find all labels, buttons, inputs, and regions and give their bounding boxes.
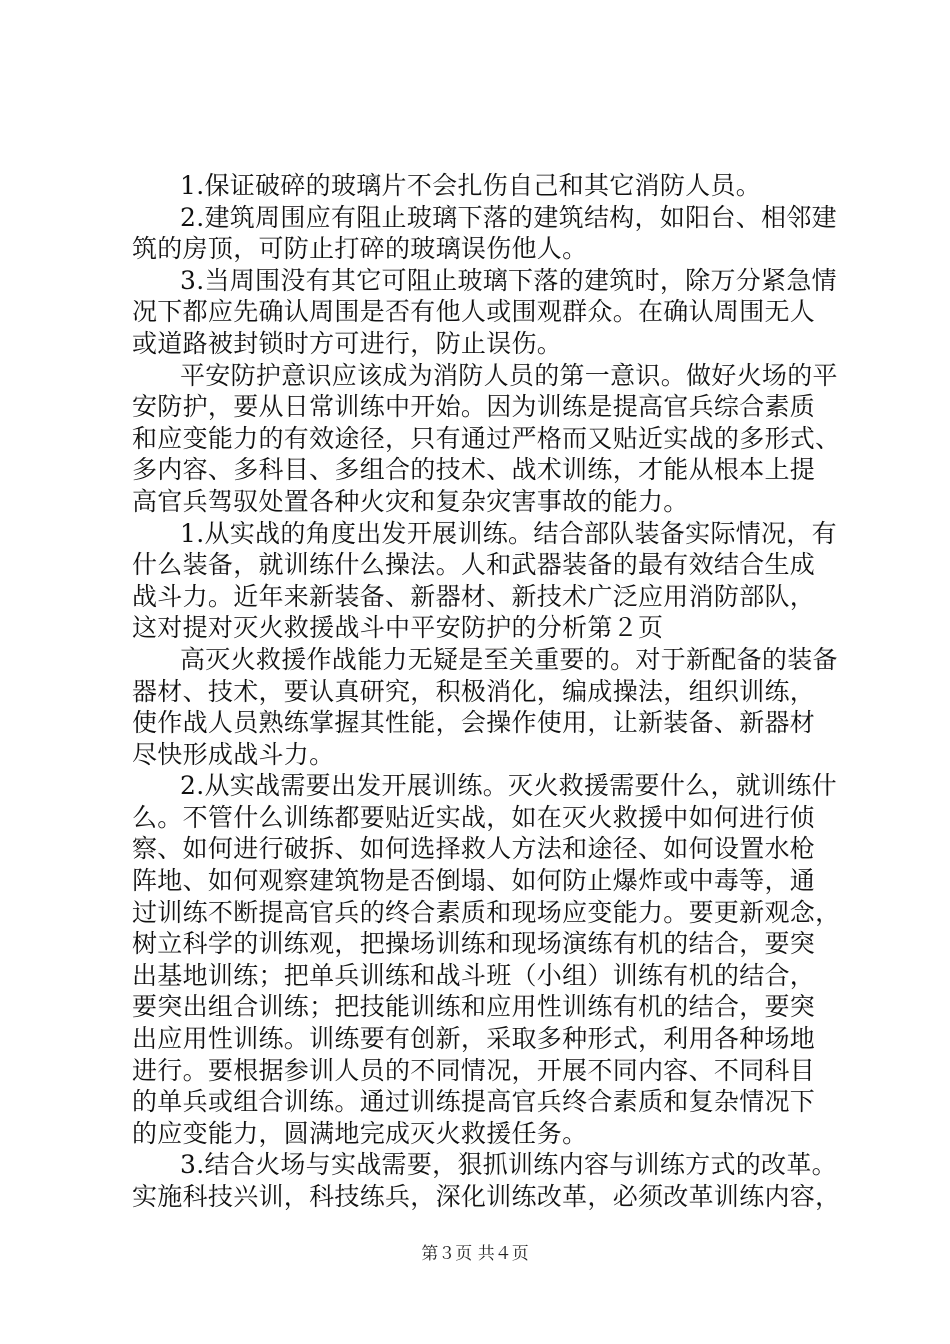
text-line: 么。不管什么训练都要贴近实战，如在灭火救援中如何进行侦 [132, 802, 816, 832]
text-line: 使作战人员熟练掌握其性能，会操作使用，让新装备、新器材 [132, 708, 816, 738]
text-line: 和应变能力的有效途径，只有通过严格而又贴近实战的多形式、 [132, 423, 841, 453]
text-line: 什么装备，就训练什么操法。人和武器装备的最有效结合生成 [132, 550, 816, 580]
text-line: 察、如何进行破拆、如何选择救人方法和途径、如何设置水枪 [132, 834, 816, 864]
text-line: 平安防护意识应该成为消防人员的第一意识。做好火场的平 [180, 360, 838, 390]
text-line: 这对提对灭火救援战斗中平安防护的分析第２页 [132, 613, 664, 643]
text-line: 2.从实战需要出发开展训练。灭火救援需要什么，就训练什 [180, 771, 837, 801]
text-line: 3.当周围没有其它可阻止玻璃下落的建筑时，除万分紧急情 [180, 265, 837, 295]
text-line: 或道路被封锁时方可进行，防止误伤。 [132, 328, 563, 358]
text-line: 战斗力。近年来新装备、新器材、新技术广泛应用消防部队， [132, 581, 816, 611]
text-line: 出基地训练；把单兵训练和战斗班（小组）训练有机的结合， [132, 960, 816, 990]
text-line: 况下都应先确认周围是否有他人或围观群众。在确认周围无人 [132, 297, 816, 327]
page-footer [0, 1239, 950, 1264]
text-line: 1.保证破碎的玻璃片不会扎伤自己和其它消防人员。 [180, 171, 762, 200]
text-line: 阵地、如何观察建筑物是否倒塌、如何防止爆炸或中毒等，通 [132, 866, 816, 896]
text-line: 尽快形成战斗力。 [132, 739, 335, 769]
text-line: 的单兵或组合训练。通过训练提高官兵终合素质和复杂情况下 [132, 1087, 816, 1117]
text-line: 安防护，要从日常训练中开始。因为训练是提高官兵综合素质 [132, 392, 816, 422]
text-line: 的应变能力，圆满地完成灭火救援任务。 [132, 1118, 588, 1148]
text-line: 高灭火救援作战能力无疑是至关重要的。对于新配备的装备 [180, 644, 838, 674]
document-body [132, 170, 841, 1213]
text-line: 要突出组合训练；把技能训练和应用性训练有机的结合，要突 [132, 992, 816, 1022]
text-line: 树立科学的训练观，把操场训练和现场演练有机的结合，要突 [132, 929, 816, 959]
text-line: 进行。要根据参训人员的不同情况，开展不同内容、不同科目 [132, 1055, 816, 1085]
text-line: 出应用性训练。训练要有创新，采取多种形式，利用各种场地 [132, 1024, 816, 1054]
text-line: 3.结合火场与实战需要，狠抓训练内容与训练方式的改革。 [180, 1150, 837, 1180]
text-line: 1.从实战的角度出发开展训练。结合部队装备实际情况，有 [180, 518, 837, 548]
text-line: 多内容、多科目、多组合的技术、战术训练，才能从根本上提 [132, 455, 816, 485]
text-line: 实施科技兴训，科技练兵，深化训练改革，必须改革训练内容， [132, 1182, 841, 1211]
text-line: 高官兵驾驭处置各种火灾和复杂灾害事故的能力。 [132, 486, 689, 516]
text-line: 2.建筑周围应有阻止玻璃下落的建筑结构，如阳台、相邻建 [180, 202, 837, 232]
text-line: 过训练不断提高官兵的终合素质和现场应变能力。要更新观念， [132, 897, 841, 927]
text-line: 筑的房顶，可防止打碎的玻璃误伤他人。 [132, 234, 588, 264]
text-line: 器材、技术，要认真研究，积极消化，编成操法，组织训练， [132, 676, 816, 706]
page-number-indicator: 第３页 共４页 [421, 1244, 529, 1264]
